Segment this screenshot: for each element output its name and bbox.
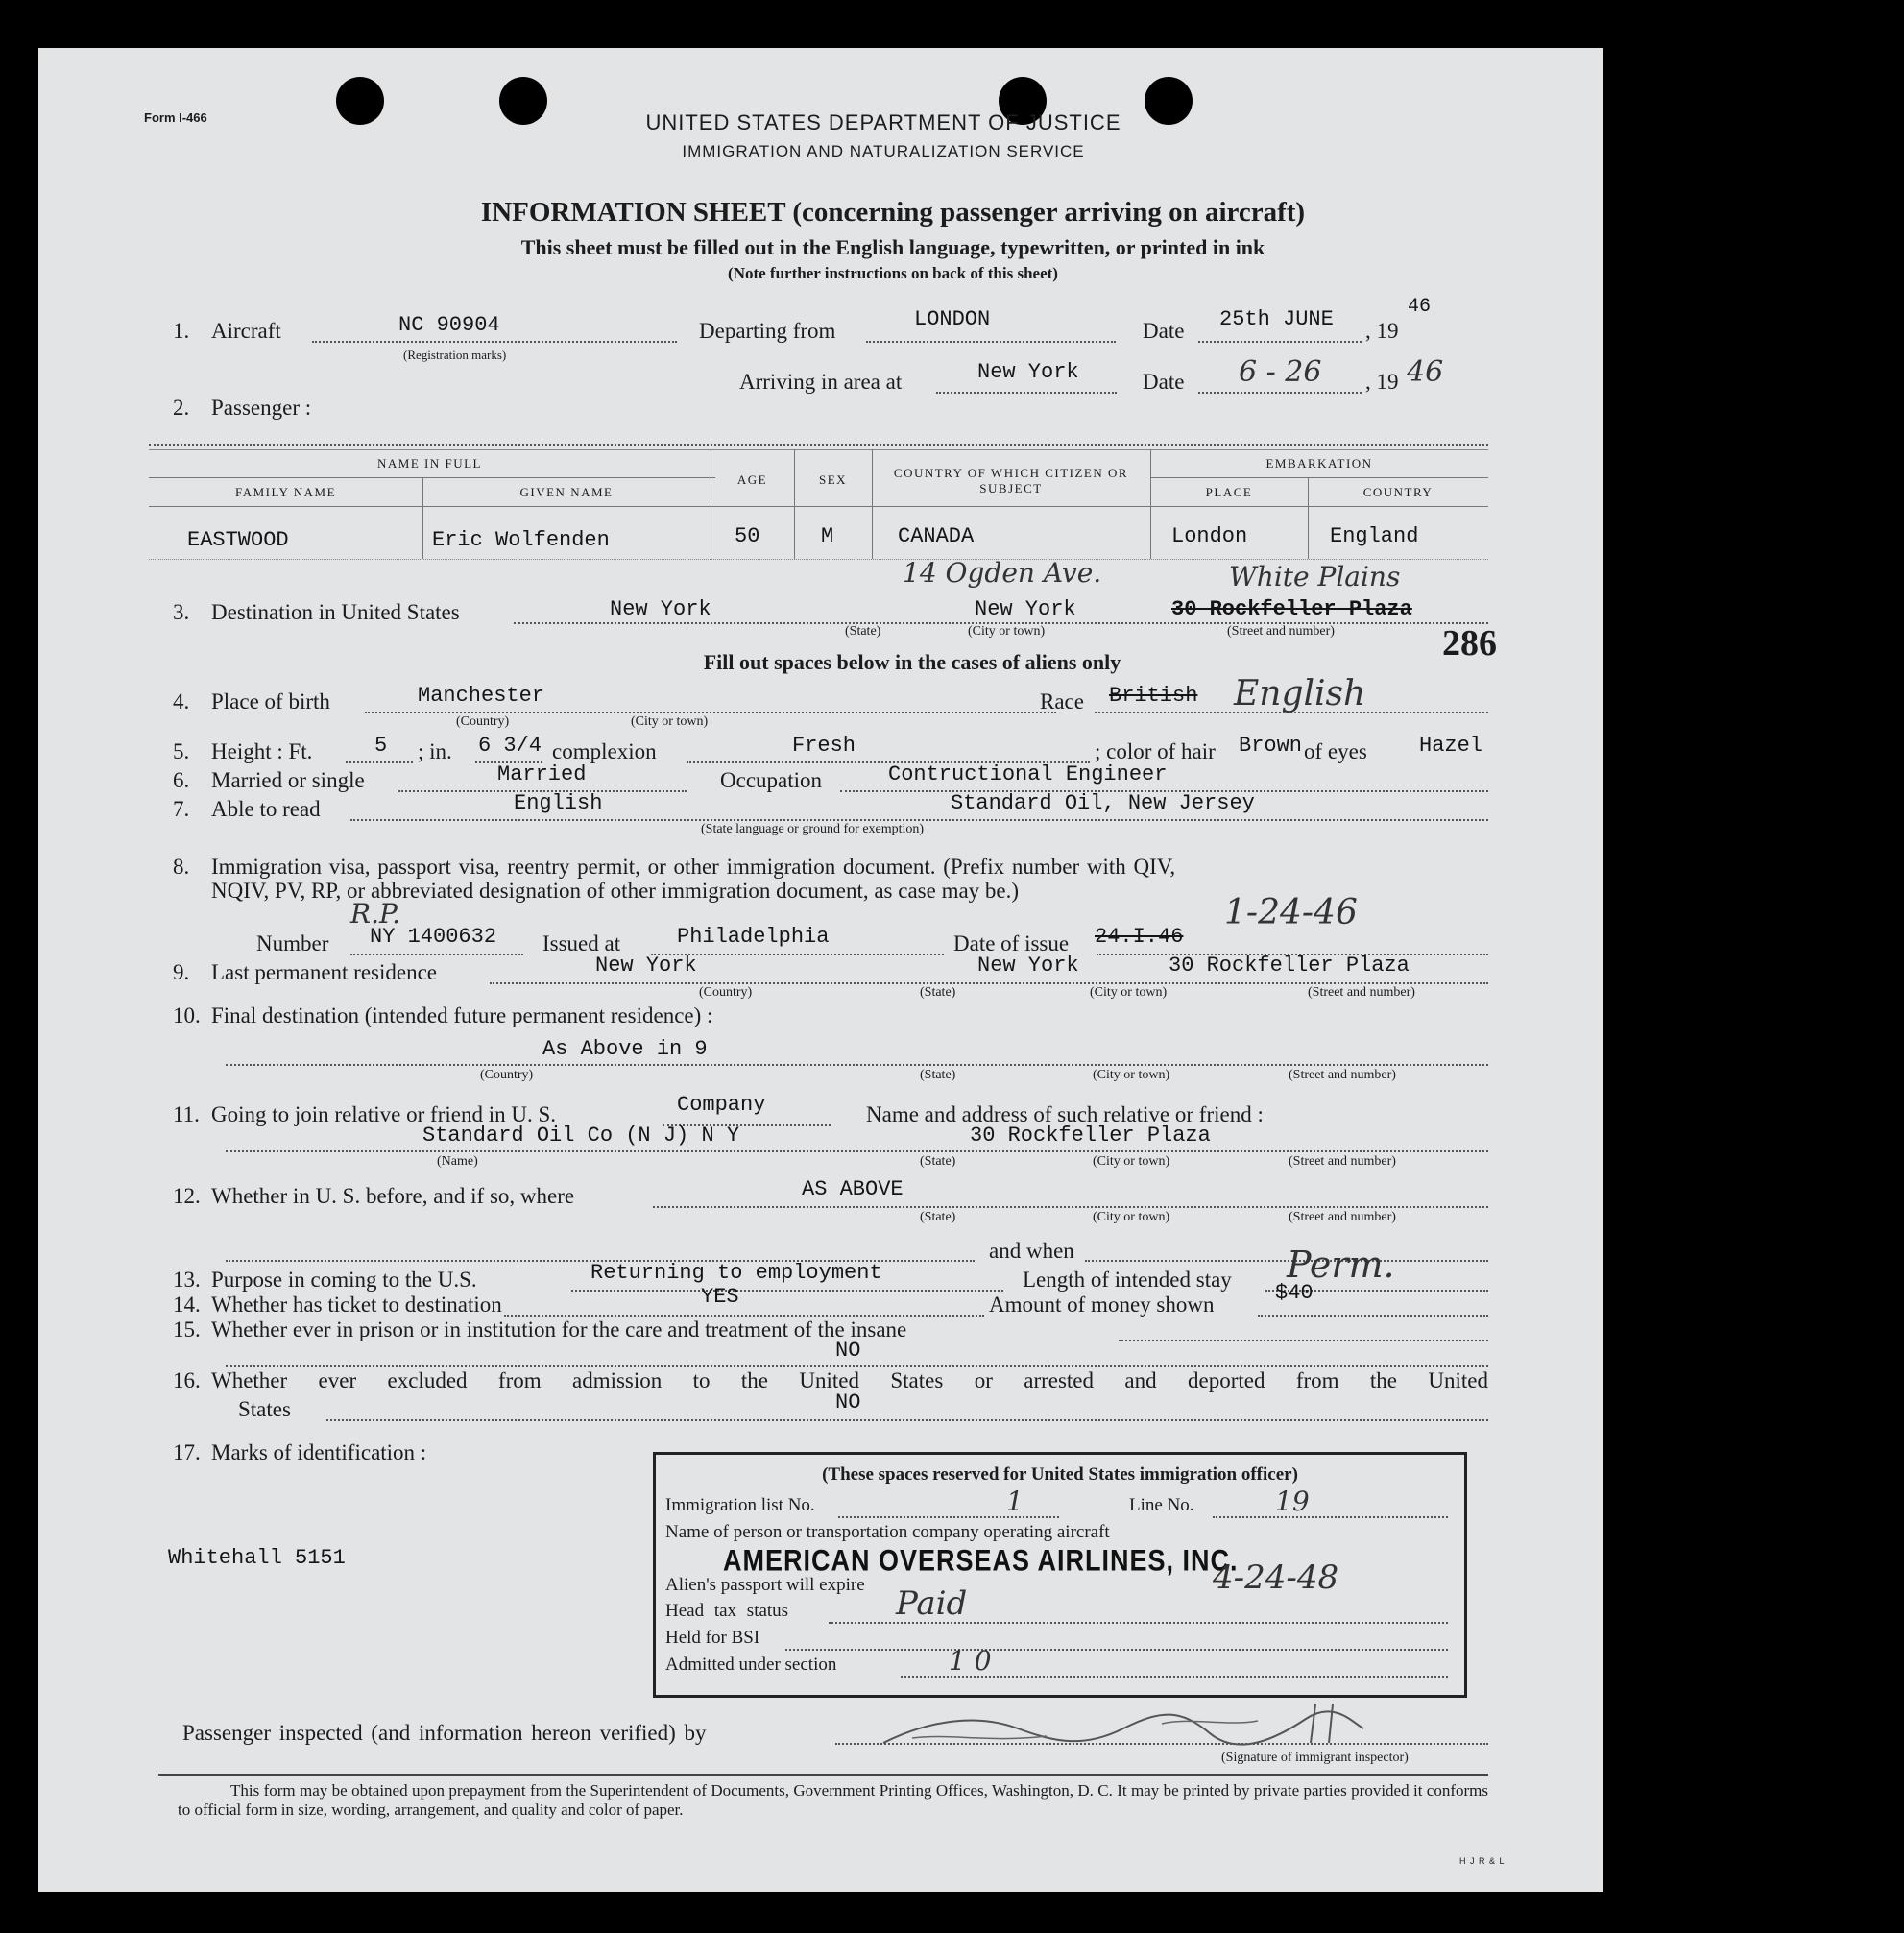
- race-label: Race: [1040, 689, 1084, 713]
- th-country-citizen: COUNTRY OF WHICH CITIZEN OR SUBJECT: [893, 466, 1129, 495]
- q9-number: 9.: [173, 960, 190, 984]
- cell-family-name: EASTWOOD: [187, 528, 289, 552]
- ticket-value: YES: [701, 1285, 739, 1309]
- q3-number: 3.: [173, 600, 190, 624]
- residence-country: New York: [595, 954, 697, 978]
- section-label: Admitted under section: [665, 1655, 837, 1675]
- prison-value: NO: [835, 1339, 861, 1363]
- list-number-value: 1: [1006, 1486, 1024, 1517]
- head-tax-label: Head tax status: [665, 1601, 789, 1621]
- cell-country: England: [1330, 524, 1419, 548]
- previous-visit-value: AS ABOVE: [802, 1177, 904, 1201]
- relative-street: 30 Rockfeller Plaza: [970, 1124, 1211, 1148]
- company-label: Name of person or transportation company operating aircraft: [665, 1522, 1110, 1542]
- caption-state: (State): [845, 624, 881, 639]
- passport-expire-value: 4-24-48: [1213, 1558, 1339, 1597]
- identification-label: Marks of identification :: [211, 1440, 427, 1464]
- marital-label: Married or single: [211, 768, 365, 792]
- caption-street: (Street and number): [1289, 1154, 1396, 1169]
- q16-number: 16.: [173, 1368, 201, 1392]
- arriving-year: 46: [1407, 355, 1444, 389]
- q7-number: 7.: [173, 797, 190, 821]
- birthplace-value: Manchester: [418, 684, 545, 708]
- cell-sex: M: [821, 524, 834, 548]
- signature-caption: (Signature of immigrant inspector): [1221, 1751, 1409, 1765]
- excluded-label-line1: Whether ever excluded from admission to the United States or arrested and deported from the United: [211, 1368, 1488, 1392]
- th-age: AGE: [736, 472, 768, 487]
- departing-value: LONDON: [914, 307, 991, 331]
- cell-place: London: [1171, 524, 1248, 548]
- when-label: and when: [989, 1239, 1074, 1263]
- ticket-label: Whether has ticket to destination: [211, 1293, 502, 1317]
- caption-country: (Country): [480, 1068, 534, 1082]
- officer-box-heading: (These spaces reserved for United States immigration officer): [822, 1464, 1298, 1485]
- issue-date-label: Date of issue: [953, 931, 1070, 955]
- complexion-value: Fresh: [792, 734, 856, 758]
- passport-expire-label: Alien's passport will expire: [665, 1575, 865, 1595]
- th-family-name: FAMILY NAME: [234, 485, 337, 499]
- q10-number: 10.: [173, 1003, 201, 1027]
- residence-street: 30 Rockfeller Plaza: [1169, 954, 1410, 978]
- document-number-label: Number: [256, 931, 329, 955]
- residence-city: New York: [977, 954, 1079, 978]
- join-value: Company: [677, 1093, 766, 1117]
- prison-label: Whether ever in prison or in institution for the care and treatment of the insane: [211, 1317, 907, 1341]
- document-number: NY 1400632: [370, 925, 497, 949]
- read-value: English: [514, 791, 603, 815]
- caption-state: (State): [920, 1068, 956, 1082]
- airline-stamp: AMERICAN OVERSEAS AIRLINES, INC.: [723, 1543, 1239, 1578]
- caption-city: (City or town): [1093, 1154, 1170, 1169]
- caption-country: (Country): [699, 985, 753, 1000]
- join-label: Going to join relative or friend in U. S.: [211, 1102, 556, 1126]
- marital-value: Married: [497, 762, 587, 786]
- q11-number: 11.: [173, 1102, 200, 1126]
- arriving-value: New York: [977, 360, 1079, 384]
- caption-city-town: (City or town): [631, 714, 709, 729]
- departing-year-prefix: , 19: [1365, 319, 1399, 343]
- q8-text-line2: NQIV, PV, RP, or abbreviated designation of other immigration document, as case may be.): [211, 879, 1020, 903]
- race-handwritten: English: [1234, 674, 1366, 713]
- inspected-label: Passenger inspected (and information hereon verified) by: [182, 1721, 707, 1745]
- departing-date-label: Date: [1143, 319, 1185, 343]
- form-sheet: [38, 48, 1603, 1892]
- q4-number: 4.: [173, 689, 190, 713]
- arriving-year-prefix: , 19: [1365, 370, 1399, 394]
- footer-text: This form may be obtained upon prepayment from the Superintendent of Documents, Government Printing Offices, Washington, D. C. It may be printed by private parties provided it conforms to official form in size, wording, arrangement, and quality and color of paper.: [178, 1781, 1488, 1819]
- caption-city: (City or town): [1093, 1210, 1170, 1224]
- departing-label: Departing from: [699, 319, 836, 343]
- complexion-label: complexion: [552, 739, 657, 763]
- hair-value: Brown: [1239, 734, 1303, 758]
- caption-state: (State): [920, 1210, 956, 1224]
- line-number-value: 19: [1275, 1486, 1310, 1517]
- final-destination-label: Final destination (intended future permanent residence) :: [211, 1003, 713, 1027]
- caption-city: (City or town): [1093, 1068, 1170, 1082]
- arriving-date: 6 - 26: [1239, 355, 1322, 389]
- q6-number: 6.: [173, 768, 190, 792]
- registration-caption: (Registration marks): [403, 348, 507, 362]
- passenger-label: Passenger :: [211, 396, 312, 420]
- caption-city: (City or town): [1090, 985, 1168, 1000]
- form-number: Form I-466: [144, 110, 207, 125]
- line-number-label: Line No.: [1129, 1495, 1194, 1515]
- caption-state: (State): [920, 985, 956, 1000]
- caption-state: (State): [920, 1154, 956, 1169]
- q17-number: 17.: [173, 1440, 201, 1464]
- q14-number: 14.: [173, 1293, 201, 1317]
- destination-state: New York: [610, 597, 711, 621]
- page-note: (Note further instructions on back of this sheet): [728, 264, 1058, 282]
- th-name-in-full: NAME IN FULL: [377, 456, 482, 471]
- q15-number: 15.: [173, 1317, 201, 1341]
- q3-handwritten-city: White Plains: [1229, 561, 1401, 592]
- officer-box: [653, 1452, 1467, 1698]
- caption-street: (Street and number): [1289, 1210, 1396, 1224]
- arriving-date-label: Date: [1143, 370, 1185, 394]
- destination-street-struck: 30 Rockfeller Plaza: [1171, 597, 1412, 621]
- q2-number: 2.: [173, 396, 190, 420]
- money-value: $40: [1275, 1281, 1314, 1305]
- departing-year: 46: [1408, 296, 1432, 318]
- q3-handwritten-address: 14 Ogden Ave.: [903, 557, 1102, 589]
- q13-number: 13.: [173, 1268, 201, 1292]
- read-label: Able to read: [211, 797, 321, 821]
- money-label: Amount of money shown: [989, 1293, 1215, 1317]
- race-struck: British: [1109, 684, 1198, 708]
- th-place: PLACE: [1205, 485, 1253, 499]
- q8-number: 8.: [173, 855, 190, 879]
- destination-label: Destination in United States: [211, 600, 460, 624]
- inches-label: ; in.: [418, 739, 452, 763]
- th-embarkation: EMBARKATION: [1265, 456, 1373, 471]
- caption-country: (Country): [456, 714, 510, 729]
- caption-street: (Street and number): [1308, 985, 1415, 1000]
- arriving-label: Arriving in area at: [739, 370, 903, 394]
- caption-city: (City or town): [968, 624, 1046, 639]
- service-name: IMMIGRATION AND NATURALIZATION SERVICE: [682, 142, 1085, 160]
- stay-handwritten: Perm.: [1287, 1244, 1395, 1286]
- issue-date-struck: 24.I.46: [1095, 925, 1184, 949]
- relative-name: Standard Oil Co (N J) N Y: [422, 1124, 740, 1148]
- height-feet: 5: [374, 734, 388, 758]
- th-given-name: GIVEN NAME: [519, 485, 614, 499]
- page-subtitle: This sheet must be filled out in the English language, typewritten, or printed in ink: [520, 235, 1265, 259]
- hair-label: ; color of hair: [1095, 739, 1216, 763]
- eyes-label: of eyes: [1304, 739, 1367, 763]
- cell-citizen: CANADA: [898, 524, 975, 548]
- caption-language: (State language or ground for exemption): [701, 822, 925, 836]
- caption-street: (Street and number): [1227, 624, 1335, 639]
- eyes-value: Hazel: [1419, 734, 1483, 758]
- q12-number: 12.: [173, 1184, 201, 1208]
- stamp-number: 286: [1442, 623, 1497, 664]
- birthplace-label: Place of birth: [211, 689, 330, 713]
- q1-number: 1.: [173, 319, 190, 343]
- issue-date-handwritten: 1-24-46: [1224, 893, 1358, 932]
- issued-at-label: Issued at: [542, 931, 621, 955]
- employer-value: Standard Oil, New Jersey: [951, 791, 1255, 815]
- stay-label: Length of intended stay: [1023, 1268, 1232, 1292]
- relative-name-label: Name and address of such relative or friend :: [866, 1102, 1264, 1126]
- inspector-signature: [874, 1700, 1373, 1757]
- department-name: UNITED STATES DEPARTMENT OF JUSTICE: [645, 110, 1121, 134]
- list-number-label: Immigration list No.: [665, 1495, 815, 1515]
- page-title: INFORMATION SHEET (concerning passenger arriving on aircraft): [480, 197, 1306, 228]
- aliens-heading: Fill out spaces below in the cases of aliens only: [703, 650, 1121, 674]
- height-label: Height : Ft.: [211, 739, 313, 763]
- occupation-value: Contructional Engineer: [888, 762, 1168, 786]
- purpose-label: Purpose in coming to the U.S.: [211, 1268, 477, 1292]
- q5-number: 5.: [173, 739, 190, 763]
- excluded-value: NO: [835, 1390, 861, 1414]
- aircraft-value: NC 90904: [398, 313, 500, 337]
- previous-visit-label: Whether in U. S. before, and if so, where: [211, 1184, 575, 1208]
- head-tax-value: Paid: [896, 1584, 968, 1623]
- destination-city: New York: [975, 597, 1076, 621]
- height-inches: 6 3/4: [478, 734, 542, 758]
- cell-given-name: Eric Wolfenden: [432, 528, 610, 552]
- th-country: COUNTRY: [1362, 485, 1434, 499]
- cell-age: 50: [735, 524, 760, 548]
- excluded-label-line2: States: [238, 1397, 291, 1421]
- document-prefix-handwritten: R.P.: [350, 898, 401, 930]
- occupation-label: Occupation: [720, 768, 823, 792]
- print-code: H J R & L: [1459, 1856, 1506, 1866]
- th-sex: SEX: [818, 472, 848, 487]
- residence-label: Last permanent residence: [211, 960, 437, 984]
- caption-name: (Name): [437, 1154, 478, 1169]
- caption-street: (Street and number): [1289, 1068, 1396, 1082]
- q8-text-line1: Immigration visa, passport visa, reentry permit, or other immigration document. (Prefix number with QIV,: [211, 855, 1176, 879]
- departing-date: 25th JUNE: [1219, 307, 1334, 331]
- issued-at-value: Philadelphia: [677, 925, 830, 949]
- purpose-value: Returning to employment: [590, 1261, 882, 1285]
- bsi-label: Held for BSI: [665, 1628, 760, 1648]
- aircraft-label: Aircraft: [211, 319, 281, 343]
- final-destination-value: As Above in 9: [542, 1037, 708, 1061]
- section-value: 1 0: [949, 1645, 992, 1677]
- identification-value: Whitehall 5151: [168, 1546, 346, 1570]
